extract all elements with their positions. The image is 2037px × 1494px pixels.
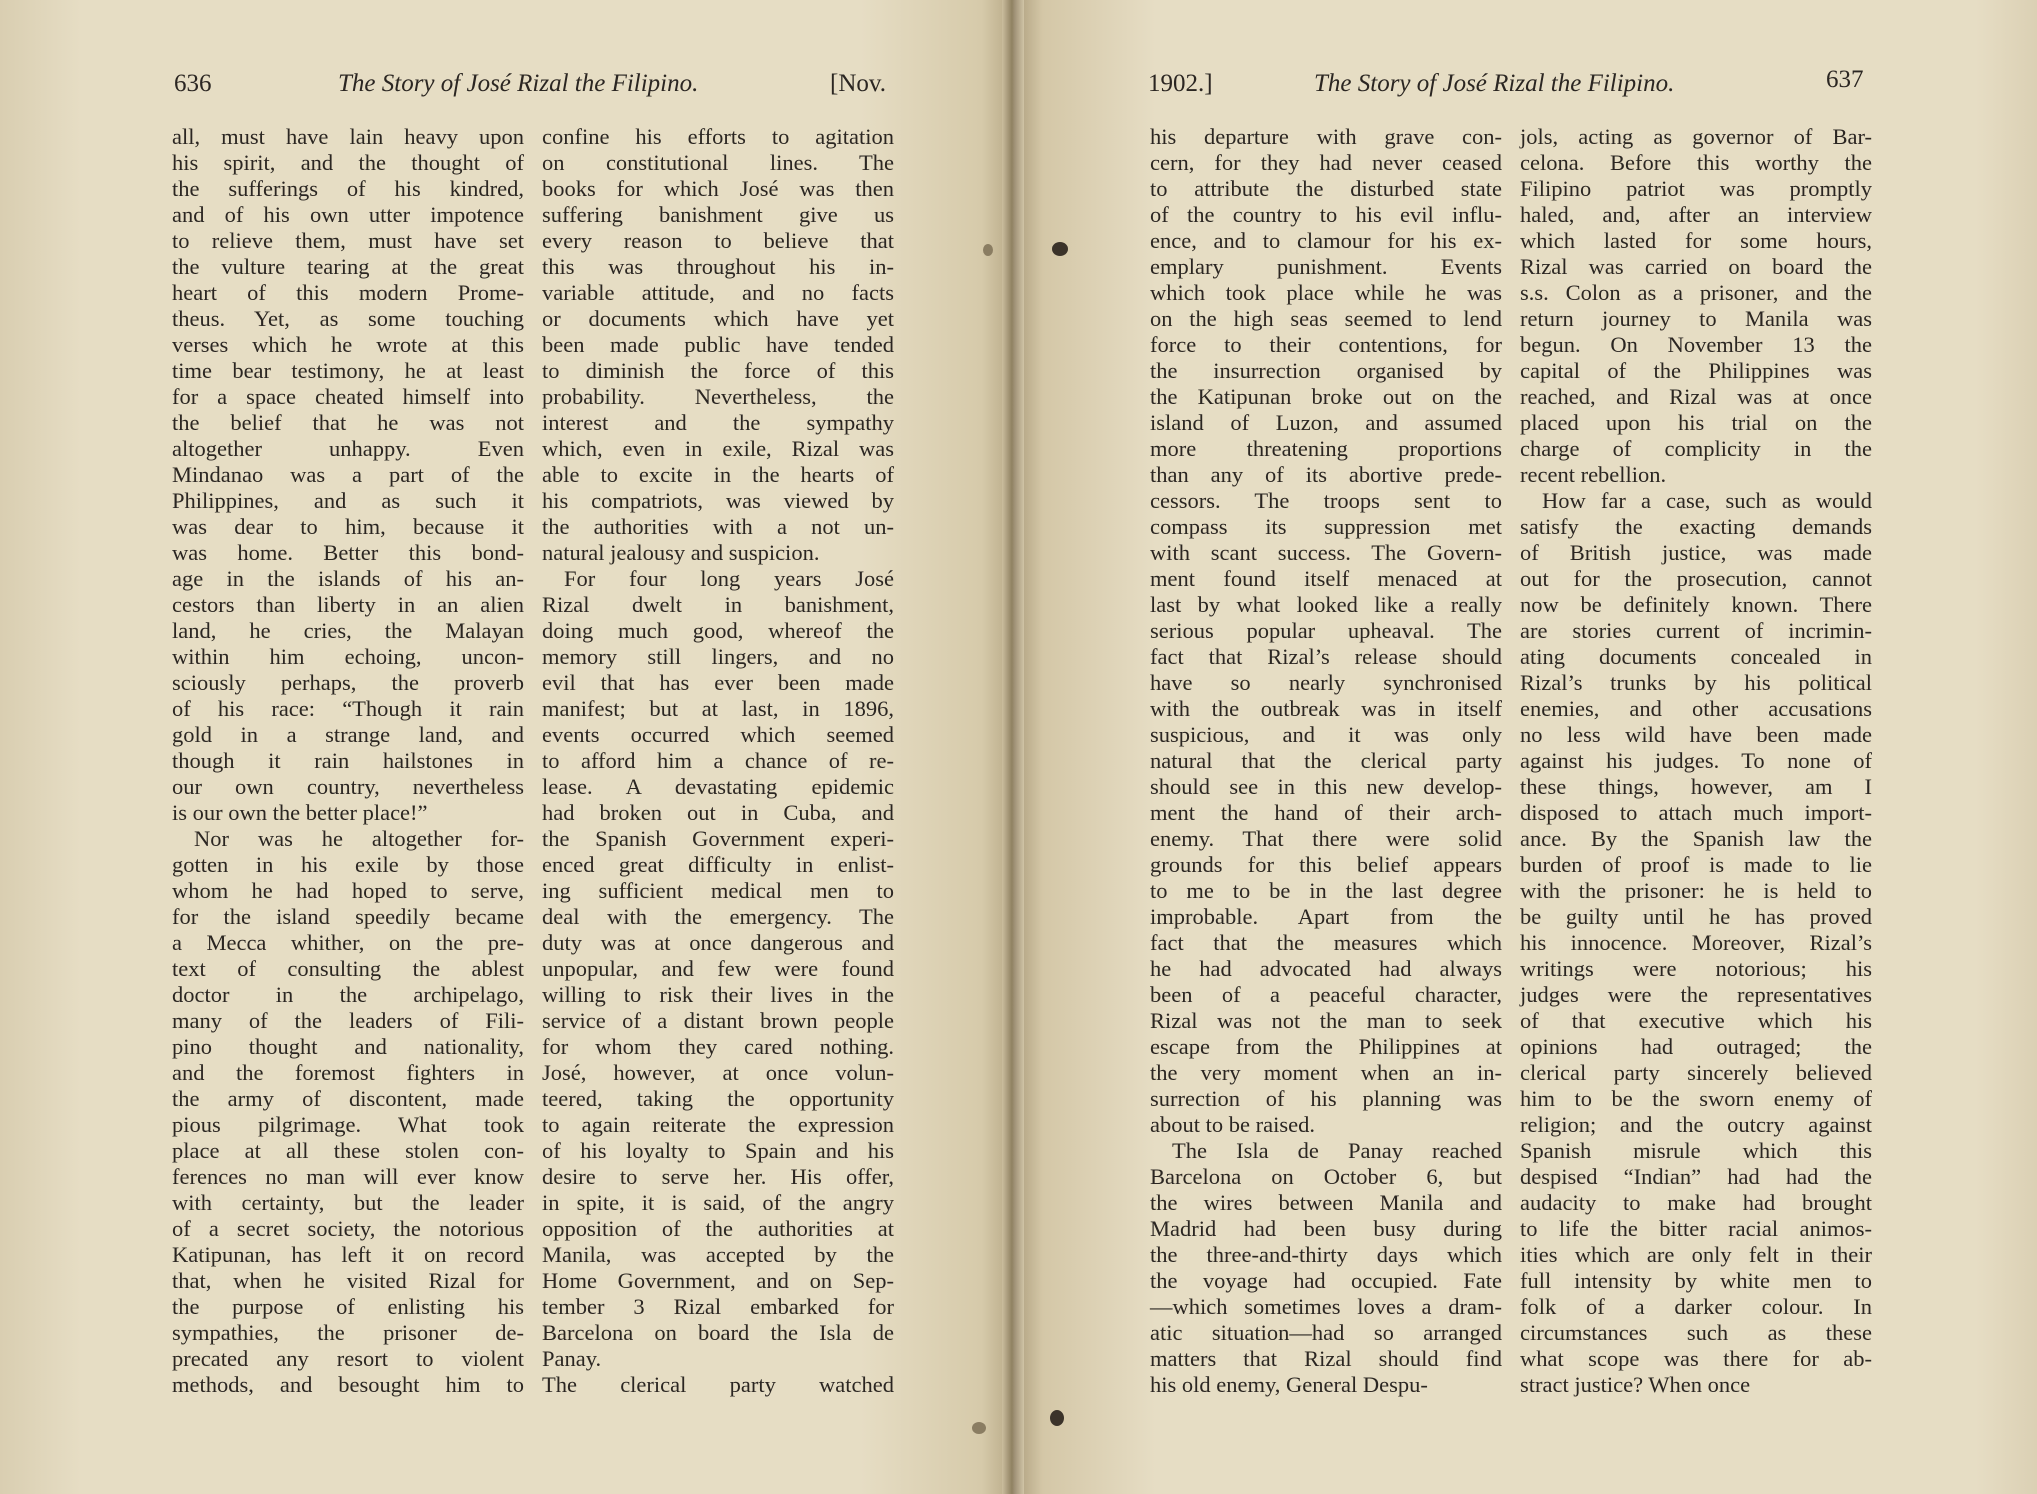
left-col2-line: this was throughout his in- xyxy=(542,254,894,279)
left-col1-line: the army of discontent, made xyxy=(172,1086,524,1111)
right-col2-line: disposed to attach much import- xyxy=(1520,800,1872,825)
left-col1-line: Mindanao was a part of the xyxy=(172,462,524,487)
left-col1-line: heart of this modern Prome- xyxy=(172,280,524,305)
right-col1-line: atic situation—had so arranged xyxy=(1150,1320,1502,1345)
right-col2-line: ance. By the Spanish law the xyxy=(1520,826,1872,851)
right-col2-line: out for the prosecution, cannot xyxy=(1520,566,1872,591)
right-col2-line: stract justice? When once xyxy=(1520,1372,1751,1397)
right-col2-line: are stories current of incrimin- xyxy=(1520,618,1872,643)
right-col2-line: despised “Indian” had had the xyxy=(1520,1164,1872,1189)
left-col1-line: and of his own utter impotence xyxy=(172,202,524,227)
right-col1-line: emplary punishment. Events xyxy=(1150,254,1502,279)
right-col1-line: cern, for they had never ceased xyxy=(1150,150,1502,175)
left-col1-line: the purpose of enlisting his xyxy=(172,1294,524,1319)
left-month: [Nov. xyxy=(830,70,887,97)
left-column-2 xyxy=(542,124,894,1398)
left-col2-line: enced great difficulty in enlist- xyxy=(542,852,894,877)
right-running-title: The Story of José Rizal the Filipino. xyxy=(1314,70,1675,97)
right-col1-line: fact that Rizal’s release should xyxy=(1150,644,1502,669)
left-col2-line: lease. A devastating epidemic xyxy=(542,774,894,799)
right-col1-line: fact that the measures which xyxy=(1150,930,1502,955)
right-col1-line: have so nearly synchronised xyxy=(1150,670,1502,695)
right-col1-line: cessors. The troops sent to xyxy=(1150,488,1502,513)
left-col2-line: service of a distant brown people xyxy=(542,1008,894,1033)
left-col1-line: the vulture tearing at the great xyxy=(172,254,524,279)
left-col1-line: for the island speedily became xyxy=(172,904,524,929)
left-col1-line: sciously perhaps, the proverb xyxy=(172,670,524,695)
right-col1-line: compass its suppression met xyxy=(1150,514,1502,539)
left-col1-line: Philippines, and as such it xyxy=(172,488,524,513)
right-col1-line: ment the hand of their arch- xyxy=(1150,800,1502,825)
right-col1-line: improbable. Apart from the xyxy=(1150,904,1502,929)
right-col2-line: begun. On November 13 the xyxy=(1520,332,1872,357)
left-col1-line: time bear testimony, he at least xyxy=(172,358,524,383)
left-col1-line: for a space cheated himself into xyxy=(172,384,524,409)
left-col2-line: tember 3 Rizal embarked for xyxy=(542,1294,894,1319)
left-col2-line: Home Government, and on Sep- xyxy=(542,1268,894,1293)
right-col1-line: —which sometimes loves a dram- xyxy=(1150,1294,1502,1319)
left-col2-line: Panay. xyxy=(542,1346,602,1371)
left-col2-line: evil that has ever been made xyxy=(542,670,894,695)
right-col2-line: opinions had outraged; the xyxy=(1520,1034,1872,1059)
right-col2-line: of British justice, was made xyxy=(1520,540,1872,565)
right-col2-line: what scope was there for ab- xyxy=(1520,1346,1872,1371)
right-col2-line: Filipino patriot was promptly xyxy=(1520,176,1872,201)
left-col1-line: cestors than liberty in an alien xyxy=(172,592,524,617)
left-col2-line: or documents which have yet xyxy=(542,306,894,331)
left-col2-line: been made public have tended xyxy=(542,332,894,357)
right-col1-line: his old enemy, General Despu- xyxy=(1150,1372,1428,1397)
left-col2-line: in spite, it is said, of the angry xyxy=(542,1190,894,1215)
left-col1-line: theus. Yet, as some touching xyxy=(172,306,524,331)
left-col2-line: desire to serve her. His offer, xyxy=(542,1164,894,1189)
right-col2-line: to life the bitter racial animos- xyxy=(1520,1216,1872,1241)
right-col1-line: Rizal was not the man to seek xyxy=(1150,1008,1502,1033)
left-col2-line: which, even in exile, Rizal was xyxy=(542,436,894,461)
left-col1-line: a Mecca whither, on the pre- xyxy=(172,930,524,955)
right-col1-line: matters that Rizal should find xyxy=(1150,1346,1502,1371)
right-col1-line: the insurrection organised by xyxy=(1150,358,1502,383)
right-col2-line: return journey to Manila was xyxy=(1520,306,1872,331)
right-col1-line: ment found itself menaced at xyxy=(1150,566,1502,591)
right-year: 1902.] xyxy=(1148,70,1213,97)
right-col2-line: celona. Before this worthy the xyxy=(1520,150,1872,175)
right-col2-line: jols, acting as governor of Bar- xyxy=(1520,124,1872,149)
left-col1-line: his spirit, and the thought of xyxy=(172,150,524,175)
left-col2-line: natural jealousy and suspicion. xyxy=(542,540,820,565)
left-col1-line: many of the leaders of Fili- xyxy=(172,1008,524,1033)
right-col1-line: been of a peaceful character, xyxy=(1150,982,1502,1007)
right-col1-line: which took place while he was xyxy=(1150,280,1502,305)
left-page-number: 636 xyxy=(174,70,212,97)
right-col2-line: folk of a darker colour. In xyxy=(1520,1294,1872,1319)
right-col2-line: recent rebellion. xyxy=(1520,462,1667,487)
left-col2-line: José, however, at once volun- xyxy=(542,1060,894,1085)
left-col2-line: had broken out in Cuba, and xyxy=(542,800,894,825)
right-col1-line: his departure with grave con- xyxy=(1150,124,1502,149)
binding-hole xyxy=(1052,242,1068,256)
left-col1-line: text of consulting the ablest xyxy=(172,956,524,981)
left-col2-line: doing much good, whereof the xyxy=(542,618,894,643)
right-col1-line: with scant success. The Govern- xyxy=(1150,540,1502,565)
left-col2-line: every reason to believe that xyxy=(542,228,894,253)
left-col2-line: For four long years José xyxy=(564,566,894,591)
left-col2-line: to again reiterate the expression xyxy=(542,1112,894,1137)
left-col1-line: pino thought and nationality, xyxy=(172,1034,524,1059)
left-col1-line: ferences no man will ever know xyxy=(172,1164,524,1189)
left-col1-line: place at all these stolen con- xyxy=(172,1138,524,1163)
right-col2-line: against his judges. To none of xyxy=(1520,748,1872,773)
left-col1-line: altogether unhappy. Even xyxy=(172,436,524,461)
right-col1-line: Madrid had been busy during xyxy=(1150,1216,1502,1241)
right-col1-line: natural that the clerical party xyxy=(1150,748,1502,773)
right-col2-line: writings were notorious; his xyxy=(1520,956,1872,981)
left-page xyxy=(0,0,1012,1494)
left-col1-line: land, he cries, the Malayan xyxy=(172,618,524,643)
right-col2-line: audacity to make had brought xyxy=(1520,1190,1872,1215)
left-col2-line: Manila, was accepted by the xyxy=(542,1242,894,1267)
left-col1-line: our own country, nevertheless xyxy=(172,774,524,799)
right-col1-line: to attribute the disturbed state xyxy=(1150,176,1502,201)
right-col2-line: How far a case, such as would xyxy=(1542,488,1872,513)
left-col1-line: of his race: “Though it rain xyxy=(172,696,524,721)
right-col2-line: of that executive which his xyxy=(1520,1008,1872,1033)
right-col2-line: ities which are only felt in their xyxy=(1520,1242,1872,1267)
left-col2-line: the Spanish Government experi- xyxy=(542,826,894,851)
left-col1-line: of a secret society, the notorious xyxy=(172,1216,524,1241)
right-col1-line: ence, and to clamour for his ex- xyxy=(1150,228,1502,253)
book-gutter xyxy=(1002,0,1024,1494)
right-col1-line: force to their contentions, for xyxy=(1150,332,1502,357)
right-col2-line: Rizal’s trunks by his political xyxy=(1520,670,1872,695)
left-col1-line: to relieve them, must have set xyxy=(172,228,524,253)
right-page xyxy=(1012,0,2037,1494)
right-col2-line: capital of the Philippines was xyxy=(1520,358,1872,383)
left-col2-line: for whom they cared nothing. xyxy=(542,1034,894,1059)
right-col1-line: about to be raised. xyxy=(1150,1112,1315,1137)
left-col1-line: that, when he visited Rizal for xyxy=(172,1268,524,1293)
left-col2-line: ing sufficient medical men to xyxy=(542,878,894,903)
right-col1-line: the voyage had occupied. Fate xyxy=(1150,1268,1502,1293)
left-col2-line: confine his efforts to agitation xyxy=(542,124,894,149)
right-col1-line: should see in this new develop- xyxy=(1150,774,1502,799)
right-col1-line: last by what looked like a really xyxy=(1150,592,1502,617)
right-col2-line: him to be the sworn enemy of xyxy=(1520,1086,1872,1111)
right-col1-line: The Isla de Panay reached xyxy=(1172,1138,1502,1163)
left-col2-line: suffering banishment give us xyxy=(542,202,894,227)
left-col2-line: Barcelona on board the Isla de xyxy=(542,1320,894,1345)
left-running-head xyxy=(0,70,1012,110)
right-col2-line: s.s. Colon as a prisoner, and the xyxy=(1520,280,1872,305)
right-running-head xyxy=(1012,66,2037,110)
left-col1-line: gold in a strange land, and xyxy=(172,722,524,747)
left-col2-line: variable attitude, and no facts xyxy=(542,280,894,305)
left-col1-line: Nor was he altogether for- xyxy=(194,826,524,851)
left-col2-line: opposition of the authorities at xyxy=(542,1216,894,1241)
left-col1-line: was dear to him, because it xyxy=(172,514,524,539)
right-col1-line: suspicious, and it was only xyxy=(1150,722,1502,747)
left-col2-line: Rizal dwelt in banishment, xyxy=(542,592,894,617)
right-col1-line: the Katipunan broke out on the xyxy=(1150,384,1502,409)
right-column-2 xyxy=(1520,124,1872,1398)
right-col2-line: clerical party sincerely believed xyxy=(1520,1060,1872,1085)
right-col2-line: his innocence. Moreover, Rizal’s xyxy=(1520,930,1872,955)
left-col1-line: doctor in the archipelago, xyxy=(172,982,524,1007)
right-col2-line: full intensity by white men to xyxy=(1520,1268,1872,1293)
right-col1-line: serious popular upheaval. The xyxy=(1150,618,1502,643)
left-col1-line: with certainty, but the leader xyxy=(172,1190,524,1215)
left-col1-line: sympathies, the prisoner de- xyxy=(172,1320,524,1345)
left-col1-line: was home. Better this bond- xyxy=(172,540,524,565)
right-col2-line: with the prisoner: he is held to xyxy=(1520,878,1872,903)
left-column-1 xyxy=(172,124,524,1398)
left-col1-line: though it rain hailstones in xyxy=(172,748,524,773)
left-col2-line: interest and the sympathy xyxy=(542,410,894,435)
left-col2-line: unpopular, and few were found xyxy=(542,956,894,981)
right-col1-line: Barcelona on October 6, but xyxy=(1150,1164,1502,1189)
right-col1-line: grounds for this belief appears xyxy=(1150,852,1502,877)
right-col2-line: no less wild have been made xyxy=(1520,722,1872,747)
right-col1-line: than any of its abortive prede- xyxy=(1150,462,1502,487)
binding-hole xyxy=(1050,1410,1064,1426)
left-running-title: The Story of José Rizal the Filipino. xyxy=(338,70,699,97)
left-col2-line: The clerical party watched xyxy=(542,1372,894,1397)
left-col1-line: the belief that he was not xyxy=(172,410,524,435)
right-col2-line: these things, however, am I xyxy=(1520,774,1872,799)
left-col2-line: duty was at once dangerous and xyxy=(542,930,894,955)
right-col2-line: charge of complicity in the xyxy=(1520,436,1872,461)
right-column-1 xyxy=(1150,124,1502,1398)
right-col1-line: to me to be in the last degree xyxy=(1150,878,1502,903)
left-col2-line: on constitutional lines. The xyxy=(542,150,894,175)
left-col2-line: probability. Nevertheless, the xyxy=(542,384,894,409)
right-col2-line: satisfy the exacting demands xyxy=(1520,514,1872,539)
left-col2-line: to afford him a chance of re- xyxy=(542,748,894,773)
left-col2-line: his compatriots, was viewed by xyxy=(542,488,894,513)
left-col2-line: willing to risk their lives in the xyxy=(542,982,894,1007)
right-col2-line: religion; and the outcry against xyxy=(1520,1112,1872,1137)
left-col2-line: teered, taking the opportunity xyxy=(542,1086,894,1111)
left-col1-line: the sufferings of his kindred, xyxy=(172,176,524,201)
right-col2-line: haled, and, after an interview xyxy=(1520,202,1872,227)
right-col1-line: the wires between Manila and xyxy=(1150,1190,1502,1215)
right-col2-line: now be definitely known. There xyxy=(1520,592,1872,617)
right-col2-line: placed upon his trial on the xyxy=(1520,410,1872,435)
right-col1-line: escape from the Philippines at xyxy=(1150,1034,1502,1059)
right-col2-line: judges were the representatives xyxy=(1520,982,1872,1007)
right-col1-line: surrection of his planning was xyxy=(1150,1086,1502,1111)
left-col1-line: pious pilgrimage. What took xyxy=(172,1112,524,1137)
left-col1-line: is our own the better place!” xyxy=(172,800,428,825)
right-col2-line: be guilty until he has proved xyxy=(1520,904,1872,929)
right-col2-line: reached, and Rizal was at once xyxy=(1520,384,1872,409)
right-col2-line: which lasted for some hours, xyxy=(1520,228,1872,253)
left-col1-line: precated any resort to violent xyxy=(172,1346,524,1371)
right-col2-line: ating documents concealed in xyxy=(1520,644,1872,669)
left-col2-line: memory still lingers, and no xyxy=(542,644,894,669)
binding-hole xyxy=(972,1422,986,1434)
right-col2-line: enemies, and other accusations xyxy=(1520,696,1872,721)
left-col1-line: gotten in his exile by those xyxy=(172,852,524,877)
left-col1-line: and the foremost fighters in xyxy=(172,1060,524,1085)
left-col1-line: whom he had hoped to serve, xyxy=(172,878,524,903)
left-col1-line: methods, and besought him to xyxy=(172,1372,524,1397)
right-col1-line: enemy. That there were solid xyxy=(1150,826,1502,851)
right-col2-line: circumstances such as these xyxy=(1520,1320,1872,1345)
left-col2-line: books for which José was then xyxy=(542,176,894,201)
right-col1-line: with the outbreak was in itself xyxy=(1150,696,1502,721)
left-col1-line: all, must have lain heavy upon xyxy=(172,124,524,149)
right-col1-line: island of Luzon, and assumed xyxy=(1150,410,1502,435)
right-col1-line: more threatening proportions xyxy=(1150,436,1502,461)
left-col2-line: the authorities with a not un- xyxy=(542,514,894,539)
right-col2-line: Rizal was carried on board the xyxy=(1520,254,1872,279)
right-col2-line: burden of proof is made to lie xyxy=(1520,852,1872,877)
left-col2-line: able to excite in the hearts of xyxy=(542,462,894,487)
left-col2-line: deal with the emergency. The xyxy=(542,904,894,929)
left-col2-line: to diminish the force of this xyxy=(542,358,894,383)
left-col1-line: verses which he wrote at this xyxy=(172,332,524,357)
left-col2-line: events occurred which seemed xyxy=(542,722,894,747)
right-col1-line: on the high seas seemed to lend xyxy=(1150,306,1502,331)
left-col2-line: of his loyalty to Spain and his xyxy=(542,1138,894,1163)
left-col1-line: Katipunan, has left it on record xyxy=(172,1242,524,1267)
right-col2-line: Spanish misrule which this xyxy=(1520,1138,1872,1163)
right-col1-line: of the country to his evil influ- xyxy=(1150,202,1502,227)
right-col1-line: the very moment when an in- xyxy=(1150,1060,1502,1085)
left-col1-line: age in the islands of his an- xyxy=(172,566,524,591)
left-col2-line: manifest; but at last, in 1896, xyxy=(542,696,894,721)
right-col1-line: the three-and-thirty days which xyxy=(1150,1242,1502,1267)
right-page-number: 637 xyxy=(1826,66,1864,93)
right-col1-line: he had advocated had always xyxy=(1150,956,1502,981)
binding-hole xyxy=(983,244,993,256)
left-col1-line: within him echoing, uncon- xyxy=(172,644,524,669)
